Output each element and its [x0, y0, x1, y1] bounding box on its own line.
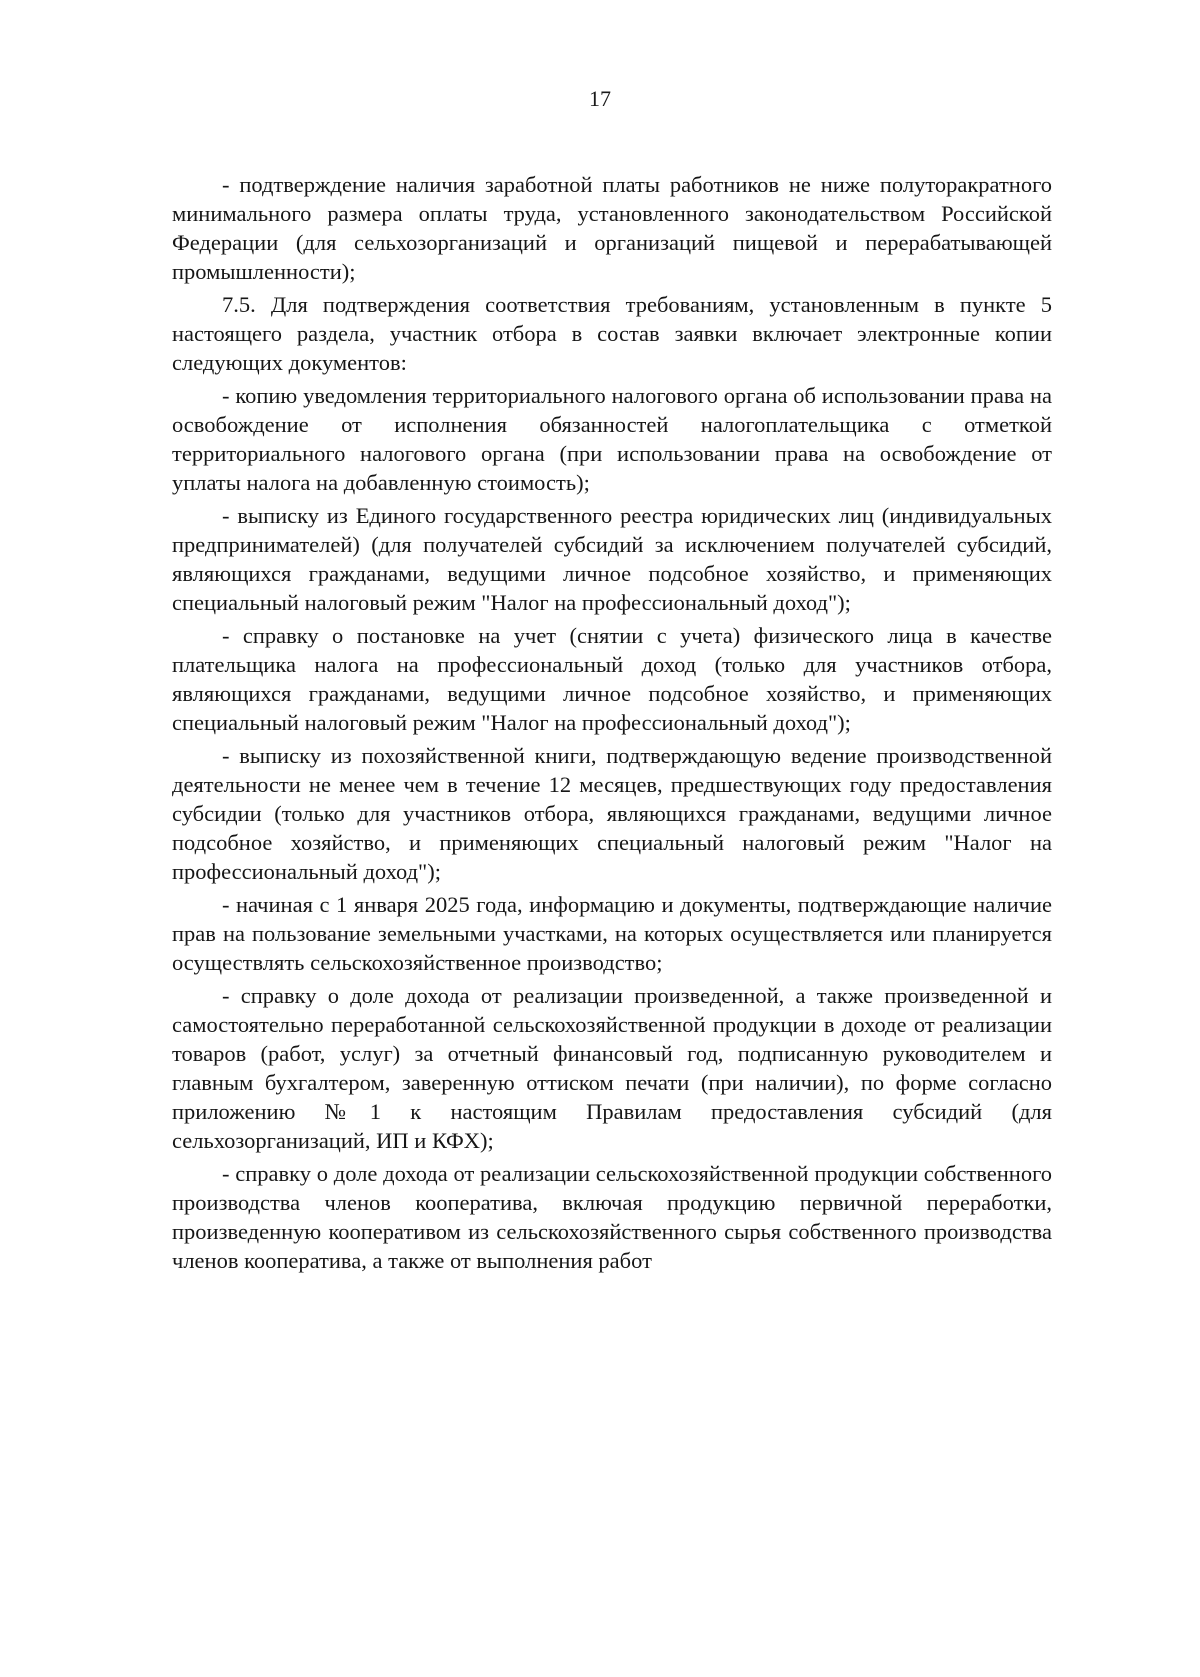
paragraph-salary-confirmation: - подтверждение наличия заработной платы работников не ниже полуторакратного минимального размера оплаты труда, установленного законодательством Российской Федерации (для сельхозорганизаций и организаций пищевой и перерабатывающей промышленности); — [172, 172, 1052, 284]
paragraph-7-5: 7.5. Для подтверждения соответствия требованиям, установленным в пункте 5 настоящего раздела, участник отбора в состав заявки включает электронные копии следующих документов: — [172, 292, 1052, 375]
paragraph-land-rights-documents: - начиная с 1 января 2025 года, информацию и документы, подтверждающие наличие прав на пользование земельными участками, на которых осуществляется или планируется осуществлять сельскохозяйственное производство; — [172, 892, 1052, 975]
paragraph-cooperative-income-certificate: - справку о доле дохода от реализации сельскохозяйственной продукции собственного производства членов кооператива, включая продукцию первичной переработки, произведенную кооперативом из сельскохозяйственного сырья собственного производства членов кооператива, а также от выполнения работ — [172, 1161, 1052, 1273]
paragraph-tax-notice-copy: - копию уведомления территориального налогового органа об использовании права на освобождение от исполнения обязанностей налогоплательщика с отметкой территориального налогового органа (при использовании права на освобождение от уплаты налога на добавленную стоимость); — [172, 383, 1052, 495]
paragraph-household-book-extract: - выписку из похозяйственной книги, подтверждающую ведение производственной деятельности не менее чем в течение 12 месяцев, предшествующих году предоставления субсидии (только для участников отбора, являющихся гражданами, ведущими личное подсобное хозяйство, и применяющих специальный налоговый режим "Налог на профессиональный доход"); — [172, 743, 1052, 884]
paragraph-income-share-certificate: - справку о доле дохода от реализации произведенной, а также произведенной и самостоятельно переработанной сельскохозяйственной продукции в доходе от реализации товаров (работ, услуг) за отчетный финансовый год, подписанную руководителем и главным бухгалтером, заверенную оттиском печати (при наличии), по форме согласно приложению №1 к настоящим Правилам предоставления субсидий (для сельхозорганизаций, ИП и КФХ); — [172, 983, 1052, 1153]
document-body — [172, 170, 1052, 1279]
page-number: 17 — [589, 86, 611, 111]
paragraph-egrul-extract: - выписку из Единого государственного реестра юридических лиц (индивидуальных предпринимателей) (для получателей субсидий за исключением получателей субсидий, являющихся гражданами, ведущими личное подсобное хозяйство, и применяющих специальный налоговый режим "Налог на профессиональный доход"); — [172, 503, 1052, 615]
paragraph-tax-registration-certificate: - справку о постановке на учет (снятии с учета) физического лица в качестве плательщика налога на профессиональный доход (только для участников отбора, являющихся гражданами, ведущими личное подсобное хозяйство, и применяющих специальный налоговый режим "Налог на профессиональный доход"); — [172, 623, 1052, 735]
